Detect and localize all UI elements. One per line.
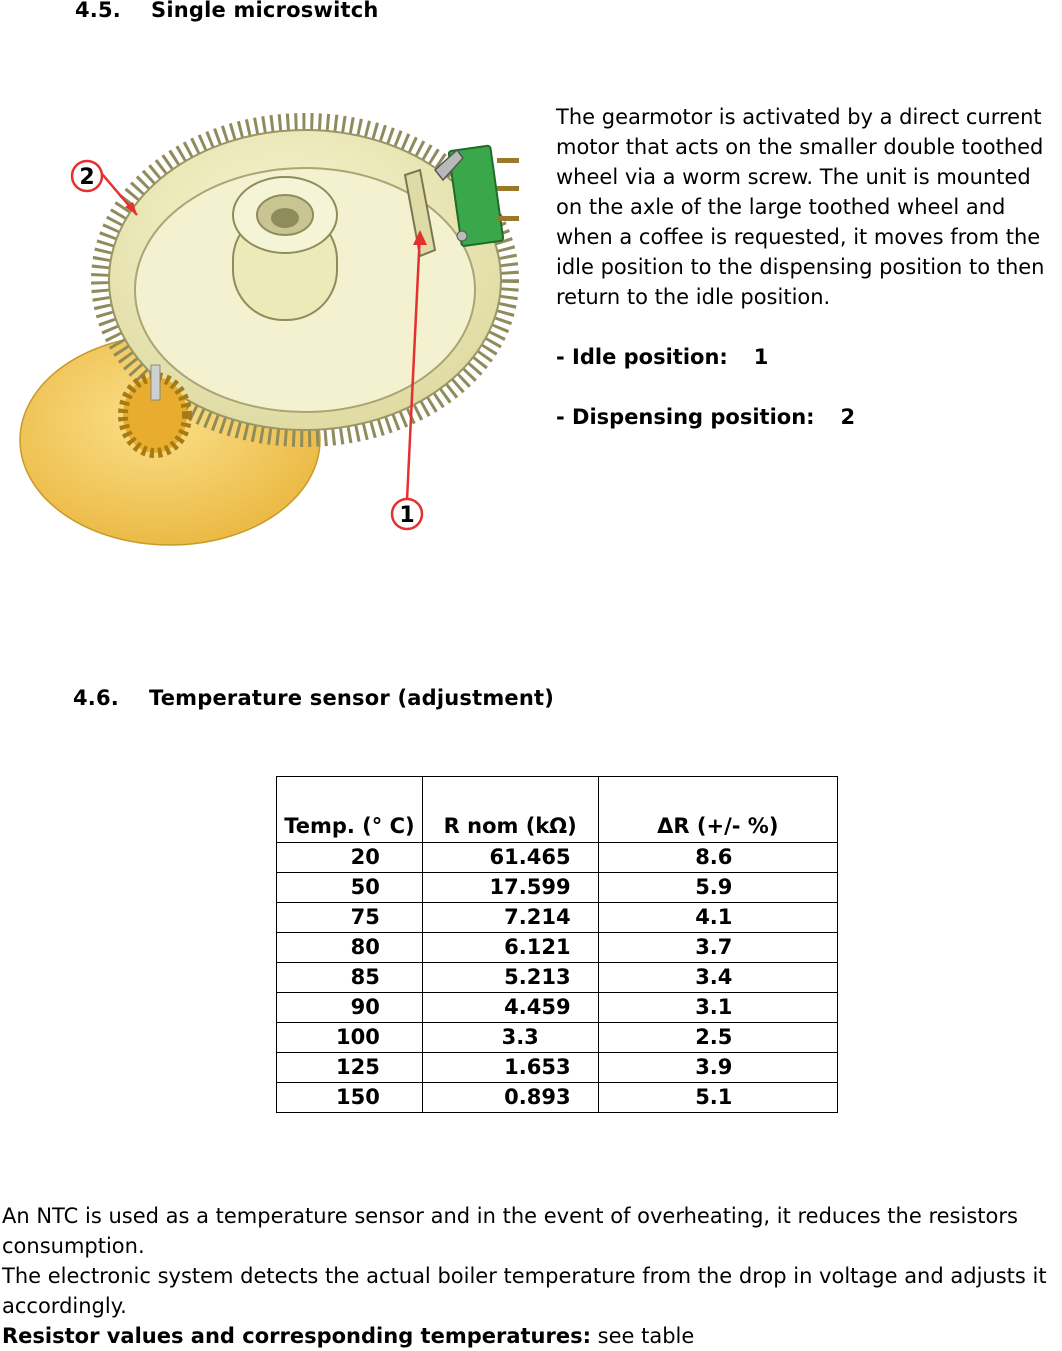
temp-cell: 90 bbox=[277, 993, 423, 1023]
idle-position-label: - Idle position: bbox=[556, 345, 728, 369]
r-nom-cell: 61.465 bbox=[422, 843, 598, 873]
gearmotor-illustration bbox=[15, 80, 555, 560]
delta-r-cell: 4.1 bbox=[598, 903, 837, 933]
temp-cell: 125 bbox=[277, 1053, 423, 1083]
idle-position-value: 1 bbox=[753, 345, 769, 369]
footer-line-2: The electronic system detects the actual boiler temperature from the drop in voltage and adjusts it accordingly. bbox=[2, 1264, 1047, 1318]
temp-cell: 100 bbox=[277, 1023, 423, 1053]
delta-r-cell: 2.5 bbox=[598, 1023, 837, 1053]
delta-r-cell: 5.1 bbox=[598, 1083, 837, 1113]
temp-cell: 85 bbox=[277, 963, 423, 993]
section-heading-single-microswitch bbox=[75, 0, 379, 22]
table-row bbox=[277, 873, 838, 903]
callout-1-label: 1 bbox=[399, 503, 415, 528]
footer-line-3-rest: see table bbox=[590, 1324, 695, 1348]
r-nom-cell: 0.893 bbox=[422, 1083, 598, 1113]
delta-r-cell: 5.9 bbox=[598, 873, 837, 903]
dispensing-position-line bbox=[556, 402, 1062, 432]
temp-cell: 20 bbox=[277, 843, 423, 873]
dispensing-position-value: 2 bbox=[840, 405, 856, 429]
delta-r-cell: 3.7 bbox=[598, 933, 837, 963]
r-nom-cell: 4.459 bbox=[422, 993, 598, 1023]
description-text: The gearmotor is activated by a direct current motor that acts on the smaller double toothed wheel via a worm screw. The unit is mounted on the axle of the large toothed wheel and when a coffee is requested, it moves from the idle position to the dispensing position to then return to the idle position. bbox=[556, 105, 1045, 309]
r-nom-cell: 1.653 bbox=[422, 1053, 598, 1083]
delta-r-cell: 3.1 bbox=[598, 993, 837, 1023]
r-nom-cell: 6.121 bbox=[422, 933, 598, 963]
temp-cell: 80 bbox=[277, 933, 423, 963]
header-temp: Temp. (° C) bbox=[277, 777, 423, 843]
r-nom-cell: 7.214 bbox=[422, 903, 598, 933]
table-row bbox=[277, 903, 838, 933]
header-r-nom: R nom (kΩ) bbox=[422, 777, 598, 843]
section-number: 4.6. bbox=[73, 686, 119, 710]
idle-position-line bbox=[556, 342, 1062, 372]
footer-line-3-bold: Resistor values and corresponding temperatures: bbox=[2, 1324, 591, 1348]
table-row bbox=[277, 963, 838, 993]
ntc-explanation bbox=[2, 1201, 1052, 1351]
temp-cell: 50 bbox=[277, 873, 423, 903]
header-delta-r: ΔR (+/- %) bbox=[598, 777, 837, 843]
section-title: Temperature sensor (adjustment) bbox=[149, 686, 555, 710]
table-header-row bbox=[277, 777, 838, 843]
section-heading-temperature-sensor bbox=[73, 686, 554, 710]
r-nom-cell: 17.599 bbox=[422, 873, 598, 903]
table-row bbox=[277, 993, 838, 1023]
callout-2-label: 2 bbox=[79, 165, 95, 190]
resistor-temperature-table bbox=[276, 776, 838, 1113]
table-row bbox=[277, 933, 838, 963]
gearmotor-description bbox=[556, 102, 1062, 432]
r-nom-cell: 5.213 bbox=[422, 963, 598, 993]
table-row bbox=[277, 843, 838, 873]
section-title: Single microswitch bbox=[151, 0, 379, 22]
delta-r-cell: 3.4 bbox=[598, 963, 837, 993]
table-row bbox=[277, 1053, 838, 1083]
r-nom-cell: 3.3 bbox=[422, 1023, 598, 1053]
section-number: 4.5. bbox=[75, 0, 121, 22]
delta-r-cell: 8.6 bbox=[598, 843, 837, 873]
dispensing-position-label: - Dispensing position: bbox=[556, 405, 815, 429]
table-row bbox=[277, 1023, 838, 1053]
table-row bbox=[277, 1083, 838, 1113]
footer-line-1: An NTC is used as a temperature sensor and in the event of overheating, it reduces the resistors consumption. bbox=[2, 1204, 1018, 1258]
delta-r-cell: 3.9 bbox=[598, 1053, 837, 1083]
temp-cell: 75 bbox=[277, 903, 423, 933]
temp-cell: 150 bbox=[277, 1083, 423, 1113]
footer-line-3 bbox=[2, 1321, 1052, 1351]
